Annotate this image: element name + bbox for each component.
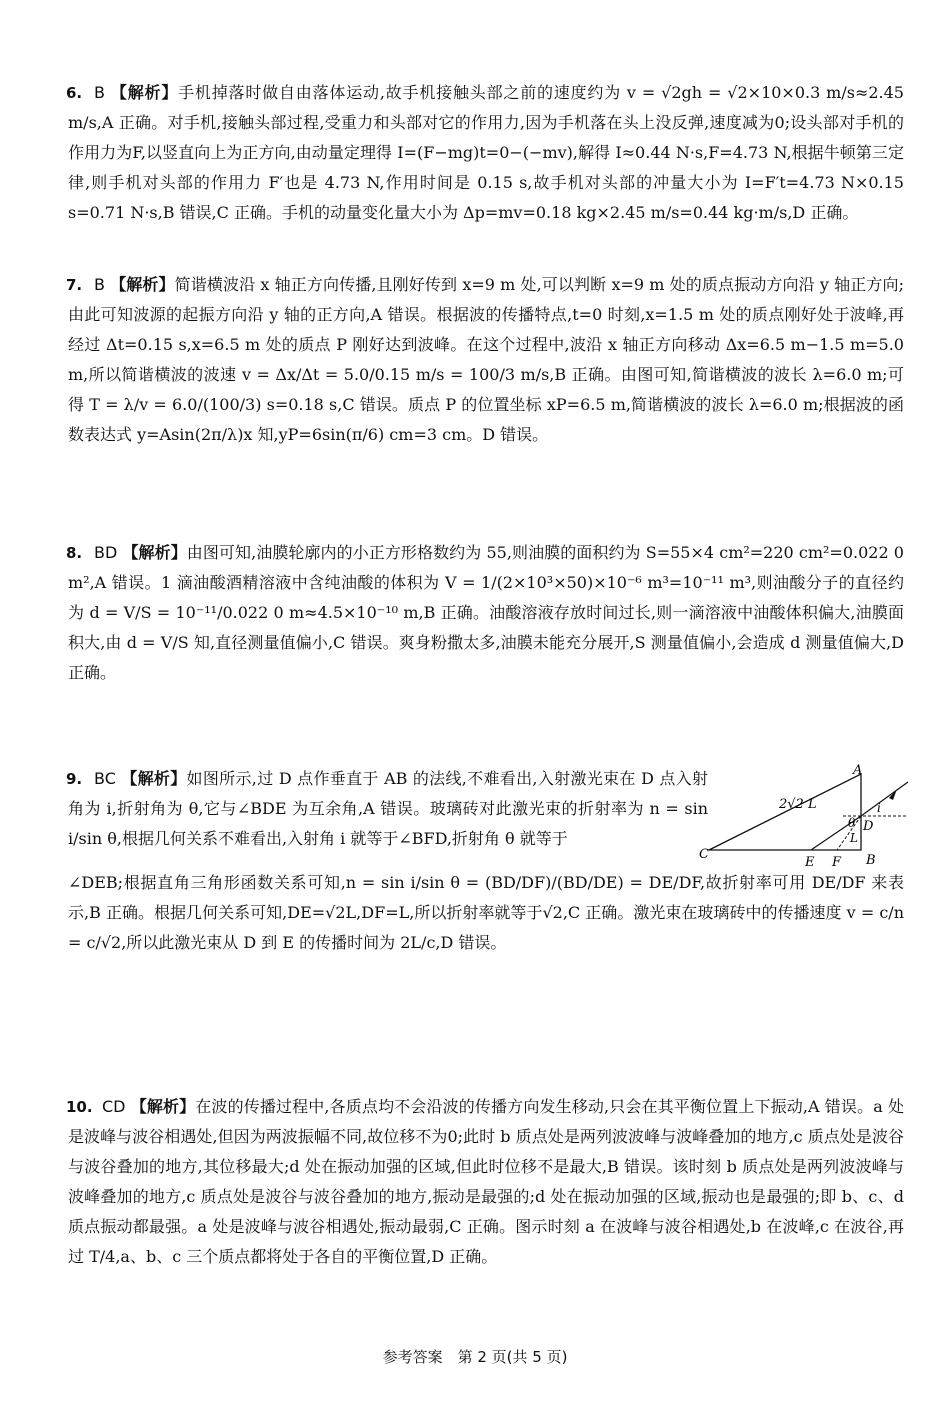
analysis-tag: 【解析】 <box>110 275 175 294</box>
prism-triangle <box>709 774 861 850</box>
question-7 <box>68 270 904 450</box>
answer-choice: CD <box>102 1097 126 1116</box>
label-D: D <box>863 819 874 834</box>
analysis-text: 在波的传播过程中,各质点均不会沿波的传播方向发生移动,只会在其平衡位置上下振动,A 错误。a 处是波峰与波谷相遇处,但因为两波振幅不同,故位移不为0;此时 b 质点处是两列波波峰与波峰叠加的地方,c 质点处是波谷与波谷叠加的地方,其位移最大;d 处在振动加强的区域,但此时位移不是最大,B 错误。该时刻 b 质点处是两列波波峰与波峰叠加的地方,c 质点处是波谷与波谷叠加的地方,振动是最强的;d 处在振动加强的区域,振动也是最强的;即 b、c、d 质点振动都最强。a 处是波峰与波谷相遇处,振动最弱,C 正确。图示时刻 a 在波峰与波谷相遇处,b 在波峰,c 在波谷,再过 T/4,a、b、c 三个质点都将处于各自的平衡位置,D 正确。 <box>68 1097 904 1266</box>
question-number: 10. <box>66 1098 93 1116</box>
label-E: E <box>805 855 815 870</box>
page-footer: 参考答案 第 2 页(共 5 页) <box>382 1348 568 1366</box>
answer-choice: BC <box>94 769 116 788</box>
question-number: 6. <box>66 84 83 102</box>
question-number: 8. <box>66 544 83 562</box>
label-theta: θ <box>848 816 856 830</box>
question-number: 9. <box>66 770 83 788</box>
question-10 <box>68 1092 904 1272</box>
label-i: i <box>877 801 881 815</box>
question-8 <box>68 538 904 688</box>
label-A: A <box>853 763 863 778</box>
question-6 <box>68 78 904 228</box>
analysis-text: 由图可知,油膜轮廓内的小正方形格数约为 55,则油膜的面积约为 S=55×4 cm²=220 cm²=0.022 0 m²,A 错误。1 滴油酸酒精溶液中含纯油酸的体积为 V = 1/(2×10³×50)×10⁻⁶ m³=10⁻¹¹ m³,则油酸分子的直径约为 d = V/S = 10⁻¹¹/0.022 0 m≈4.5×10⁻¹⁰ m,B 正确。油酸溶液存放时间过长,则一滴溶液中油酸体积偏大,油膜面积大,由 d = V/S 知,直径测量值偏小,C 错误。爽身粉撒太多,油膜未能充分展开,S 测量值偏小,会造成 d 测量值偏大,D 正确。 <box>68 543 904 682</box>
analysis-text-part1: 如图所示,过 D 点作垂直于 AB 的法线,不难看出,入射激光束在 D 点入射角为 i,折射角为 θ,它与∠BDE 为互余角,A 错误。玻璃砖对此激光束的折射率为 n = sin i/sin θ,根据几何关系不难看出,入射角 i 就等于∠BFD,折射角 θ 就等于 <box>68 769 708 848</box>
label-F: F <box>832 855 842 870</box>
answer-choice: B <box>94 83 105 102</box>
incident-ray <box>861 782 908 816</box>
label-B: B <box>866 853 876 868</box>
analysis-tag: 【解析】 <box>122 543 187 562</box>
glass-prism-figure <box>699 763 913 878</box>
answer-choice: B <box>94 275 105 294</box>
analysis-text: 手机掉落时做自由落体运动,故手机接触头部之前的速度约为 v = √2gh = √2×10×0.3 m/s≈2.45 m/s,A 正确。对手机,接触头部过程,受重力和头部对它的作用力,因为手机落在头上没反弹,速度减为0;设头部对手机的作用力为F,以竖直向上为正方向,由动量定理得 I=(F−mg)t=0−(−mv),解得 I≈0.44 N·s,F=4.73 N,根据牛顿第三定律,则手机对头部的作用力 F′也是 4.73 N,作用时间是 0.15 s,故手机对头部的冲量大小为 I=F′t=4.73 N×0.15 s=0.71 N·s,B 错误,C 正确。手机的动量变化量大小为 Δp=mv=0.18 kg×2.45 m/s=0.44 kg·m/s,D 正确。 <box>68 83 904 222</box>
question-number: 7. <box>66 276 83 294</box>
label-L: L <box>850 831 858 845</box>
answer-choice: BD <box>94 543 118 562</box>
analysis-text: 简谐横波沿 x 轴正方向传播,且刚好传到 x=9 m 处,可以判断 x=9 m 处的质点振动方向沿 y 轴正方向;由此可知波源的起振方向沿 y 轴的正方向,A 错误。根据波的传播特点,t=0 时刻,x=1.5 m 处的质点刚好处于波峰,再经过 Δt=0.15 s,x=6.5 m 处的质点 P 刚好达到波峰。在这个过程中,波沿 x 轴正方向移动 Δx=6.5 m−1.5 m=5.0 m,所以简谐横波的波速 v = Δx/Δt = 5.0/0.15 m/s = 100/3 m/s,B 正确。由图可知,简谐横波的波长 λ=6.0 m;可得 T = λ/v = 6.0/(100/3) s=0.18 s,C 错误。质点 P 的位置坐标 xP=6.5 m,简谐横波的波长 λ=6.0 m;根据波的函数表达式 y=Asin(2π/λ)x 知,yP=6sin(π/6) cm=3 cm。D 错误。 <box>68 275 904 444</box>
label-side: 2√2 L <box>779 797 817 812</box>
analysis-text-part2: ∠DEB;根据直角三角形函数关系可知,n = sin i/sin θ = (BD/DF)/(BD/DE) = DE/DF,故折射率可用 DE/DF 来表示,B 正确。根据几何关系可知,DE=√2L,DF=L,所以折射率就等于√2,C 正确。激光束在玻璃砖中的传播速度 v = c/n = c/√2,所以此激光束从 D 到 E 的传播时间为 2L/c,D 错误。 <box>68 873 904 952</box>
analysis-tag: 【解析】 <box>110 83 179 102</box>
analysis-tag: 【解析】 <box>130 1097 196 1116</box>
analysis-tag: 【解析】 <box>121 769 187 788</box>
label-C: C <box>699 847 709 862</box>
